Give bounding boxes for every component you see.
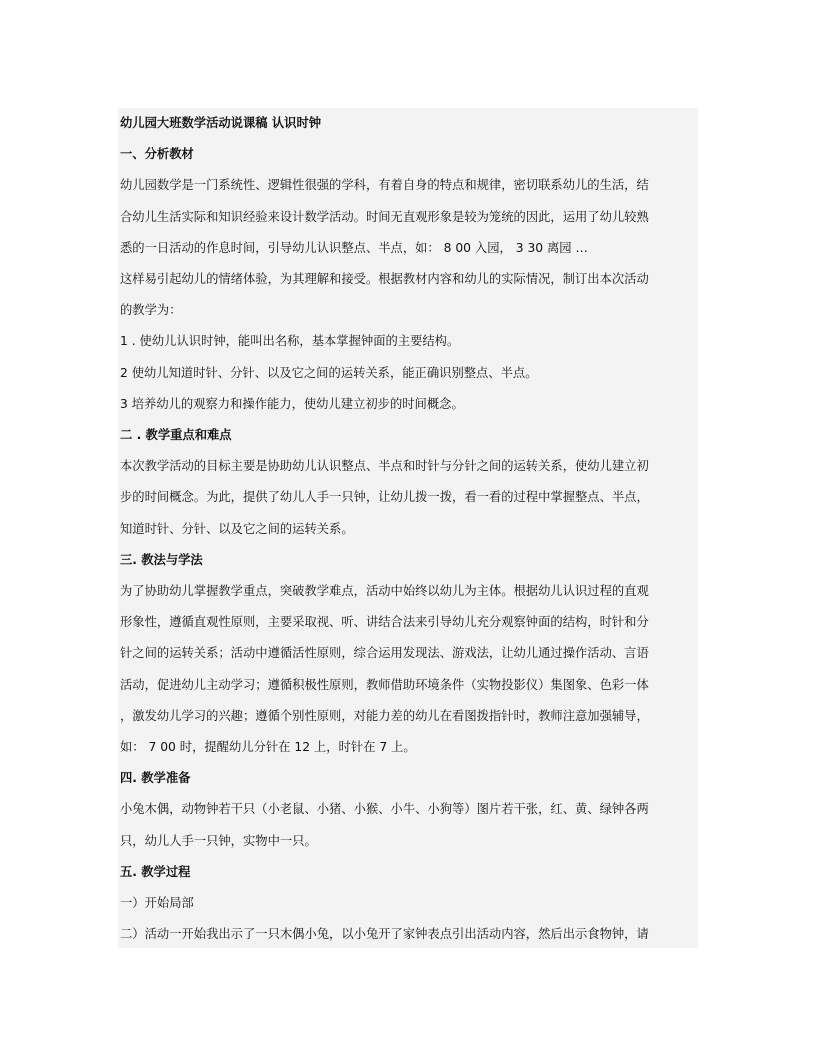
section-heading-process: 五. 教学过程 (120, 864, 191, 879)
objective-item: 2 使幼儿知道时针、分针、以及它之间的运转关系，能正确识别整点、半点。 (120, 365, 538, 380)
objective-item: 1 . 使幼儿认识时钟，能叫出名称，基本掌握钟面的主要结构。 (120, 334, 460, 349)
paragraph-line: 形象性，遵循直观性原则，主要采取视、听、讲结合法来引导幼儿充分观察钟面的结构，时针和分 (120, 615, 649, 630)
paragraph-line: 这样易引起幼儿的情绪体验，为其理解和接受。根据教材内容和幼儿的实际情况，制订出本次活动 (120, 272, 649, 287)
paragraph-line: 为了协助幼儿掌握教学重点，突破教学难点，活动中始终以幼儿为主体。根据幼儿认识过程的直观 (120, 584, 649, 599)
document-title: 幼儿园大班数学活动说课稿 认识时钟 (120, 116, 322, 130)
section-heading-key-points: 二 . 教学重点和难点 (120, 428, 232, 443)
process-step: 一）开始局部 (120, 896, 194, 911)
section-heading-methods: 三. 教法与学法 (120, 552, 203, 567)
section-heading-analysis: 一、分析教材 (120, 147, 194, 162)
paragraph-line: 本次教学活动的目标主要是协助幼儿认识整点、半点和时针与分针之间的运转关系，使幼儿建立初 (120, 459, 649, 474)
paragraph-line: 合幼儿生活实际和知识经验来设计数学活动。时间无直观形象是较为笼统的因此，运用了幼儿较熟 (120, 209, 649, 224)
objective-item: 3 培养幼儿的观察力和操作能力，使幼儿建立初步的时间概念。 (120, 396, 464, 411)
paragraph-line: ，激发幼儿学习的兴趣；遵循个别性原则，对能力差的幼儿在看图拨指针时，教师注意加强辅导， (120, 708, 649, 723)
document-page (118, 108, 698, 948)
document-body (118, 108, 698, 948)
paragraph-line: 针之间的运转关系；活动中遵循活性原则，综合运用发现法、游戏法，让幼儿通过操作活动、言语 (120, 646, 649, 661)
paragraph-line: 步的时间概念。为此，提供了幼儿人手一只钟，让幼儿拨一拨，看一看的过程中掌握整点、半点， (120, 490, 649, 505)
paragraph-line: 悉的一日活动的作息时间，引导幼儿认识整点、半点，如： 8 00 入园， 3 30 离园 … (120, 240, 588, 255)
paragraph-line: 只，幼儿人手一只钟，实物中一只。 (120, 833, 317, 848)
paragraph-line: 知道时针、分针、以及它之间的运转关系。 (120, 521, 354, 536)
paragraph-line: 活动，促进幼儿主动学习；遵循积极性原则，教师借助环境条件（实物投影仪）集图象、色彩一体 (120, 677, 649, 692)
process-step: 二）活动一开始我出示了一只木偶小兔，以小兔开了家钟表点引出活动内容，然后出示食物钟，请 (120, 927, 649, 942)
section-heading-preparation: 四. 教学准备 (120, 771, 191, 786)
paragraph-line: 的教学为： (120, 303, 182, 318)
paragraph-line: 幼儿园数学是一门系统性、逻辑性很强的学科，有着自身的特点和规律，密切联系幼儿的生活，结 (120, 178, 649, 193)
paragraph-line: 如： 7 00 时，提醒幼儿分针在 12 上，时针在 7 上。 (120, 740, 416, 755)
paragraph-line: 小兔木偶，动物钟若干只（小老鼠、小猪、小猴、小牛、小狗等）图片若干张，红、黄、绿钟各两 (120, 802, 649, 817)
